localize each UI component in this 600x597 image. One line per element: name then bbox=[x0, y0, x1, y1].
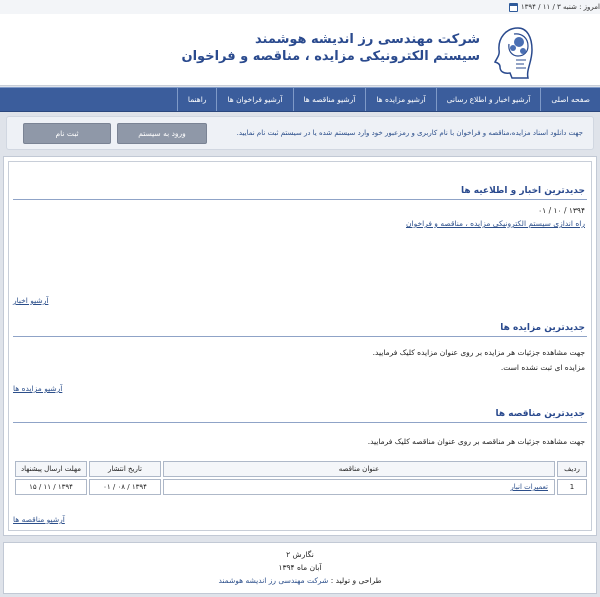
system-name: سیستم الکترونیکی مزایده ، مناقصه و فراخوان bbox=[181, 49, 480, 64]
register-button[interactable]: ثبت نام bbox=[23, 123, 111, 144]
main-content bbox=[3, 156, 597, 536]
login-bar bbox=[6, 116, 594, 150]
table-row bbox=[15, 479, 587, 495]
login-message: جهت دانلود اسناد مزایده،مناقصه و فراخوان با نام کاربری و رمزعبور خود وارد سیستم شده یا در سیستم ثبت نام نمایید. bbox=[236, 129, 583, 137]
site-footer bbox=[3, 542, 597, 594]
col-publish: تاریخ انتشار bbox=[89, 461, 161, 477]
nav-help[interactable]: راهنما bbox=[177, 88, 217, 111]
tenders-table bbox=[13, 459, 589, 497]
site-header bbox=[0, 14, 600, 86]
tender-title-link[interactable]: تعمیرات انبار bbox=[163, 479, 555, 495]
company-credit-link[interactable]: شرکت مهندسی رز اندیشه هوشمند bbox=[218, 576, 329, 585]
content-panel bbox=[8, 161, 592, 531]
news-archive-link[interactable]: آرشیو اخبار bbox=[13, 296, 49, 305]
publish-date: ۱۳۹۴ / ۰۸ / ۰۱ bbox=[89, 479, 161, 495]
auctions-archive-link[interactable]: آرشیو مزایده ها bbox=[13, 384, 63, 393]
auctions-hint: جهت مشاهده جزئیات هر مزایده بر روی عنوان مزایده کلیک فرمایید. bbox=[372, 348, 585, 357]
auctions-empty: مزایده ای ثبت نشده است. bbox=[500, 363, 585, 372]
today-date: امروز : شنبه ۳ / ۱۱ / ۱۳۹۴ bbox=[520, 3, 600, 11]
calendar-icon bbox=[509, 3, 518, 12]
version-text: نگارش ۲ bbox=[286, 550, 314, 559]
release-month: آبان ماه ۱۳۹۴ bbox=[278, 563, 322, 572]
col-title: عنوان مناقصه bbox=[163, 461, 555, 477]
col-row: ردیف bbox=[557, 461, 587, 477]
auctions-divider bbox=[13, 336, 587, 337]
tenders-archive-link[interactable]: آرشیو مناقصه ها bbox=[13, 515, 65, 524]
auctions-title: جدیدترین مزایده ها bbox=[500, 323, 585, 333]
nav-news-archive[interactable]: آرشیو اخبار و اطلاع رسانی bbox=[436, 88, 541, 111]
logo-icon bbox=[488, 24, 540, 80]
nav-tender-archive[interactable]: آرشیو مناقصه ها bbox=[293, 88, 366, 111]
nav-auction-archive[interactable]: آرشیو مزایده ها bbox=[365, 88, 435, 111]
news-title: جدیدترین اخبار و اطلاعیه ها bbox=[461, 186, 585, 196]
tenders-hint: جهت مشاهده جزئیات هر مناقصه بر روی عنوان مناقصه کلیک فرمایید. bbox=[367, 437, 585, 446]
news-date: ۱۳۹۴ / ۱۰ / ۰۱ bbox=[538, 206, 585, 215]
top-bar bbox=[0, 0, 600, 14]
tenders-divider bbox=[13, 422, 587, 423]
main-nav bbox=[0, 87, 600, 112]
deadline-date: ۱۳۹۴ / ۱۱ / ۱۵ bbox=[15, 479, 87, 495]
company-name: شرکت مهندسی رز اندیشه هوشمند bbox=[255, 32, 480, 47]
news-headline-link[interactable]: راه اندازی سیستم الکترونیکی مزایده ، مناقصه و فراخوان bbox=[406, 219, 585, 228]
nav-home[interactable]: صفحه اصلی bbox=[540, 88, 600, 111]
col-deadline: مهلت ارسال پیشنهاد bbox=[15, 461, 87, 477]
tenders-title: جدیدترین مناقصه ها bbox=[495, 409, 585, 419]
table-header-row bbox=[15, 461, 587, 477]
news-divider bbox=[13, 199, 587, 200]
date-display bbox=[509, 3, 600, 12]
credit-line bbox=[4, 574, 596, 587]
login-button[interactable]: ورود به سیستم bbox=[117, 123, 207, 144]
nav-call-archive[interactable]: آرشیو فراخوان ها bbox=[216, 88, 292, 111]
credit-prefix: طراحی و تولید : bbox=[328, 576, 382, 585]
row-number: 1 bbox=[557, 479, 587, 495]
